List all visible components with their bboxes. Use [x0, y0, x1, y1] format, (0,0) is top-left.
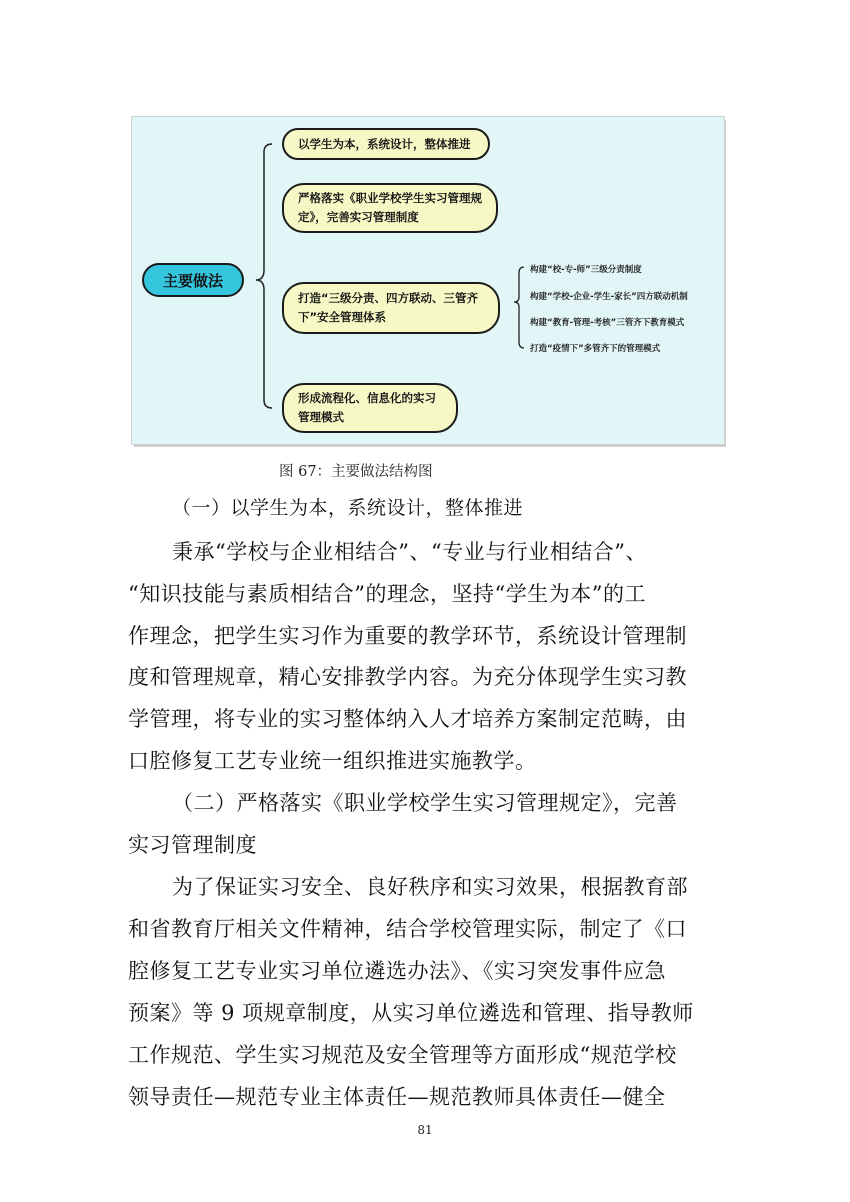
- paragraph-line: 口腔修复工艺专业统一组织推进实施教学。: [128, 749, 537, 773]
- structure-diagram: [132, 117, 724, 444]
- section-heading-2: （二）严格落实《职业学校学生实习管理规定》，完善: [172, 791, 678, 815]
- paragraph-line: 为了保证实习安全、良好秩序和实习效果，根据教育部: [172, 875, 688, 899]
- sub-item-4: 打造“疫情下”多管齐下的管理模式: [530, 344, 661, 354]
- paragraph-line: 和省教育厅相关文件精神，结合学校管理实际，制定了《口: [128, 917, 687, 941]
- paragraph-line: 度和管理规章，精心安排教学内容。为充分体现学生实习教: [128, 665, 687, 689]
- paragraph-line: 预案》等 9 项规章制度，从实习单位遴选和管理、指导教师: [128, 1001, 694, 1025]
- figure-caption: 图 67：主要做法结构图: [279, 464, 433, 480]
- paragraph-line: “知识技能与素质相结合”的理念，坚持“学生为本”的工: [128, 582, 646, 606]
- section-heading-2-cont: 实习管理制度: [128, 833, 257, 857]
- sub-item-3: 构建“教育-管理-考核”三管齐下教育模式: [530, 318, 685, 328]
- section-heading-1: （一）以学生为本，系统设计，整体推进: [172, 497, 524, 519]
- paragraph-line: 作理念，把学生实习作为重要的教学环节，系统设计管理制: [128, 624, 687, 648]
- branch-node-4: 形成流程化、信息化的实习管理模式: [282, 383, 458, 433]
- sub-item-1: 构建“校-专-师”三级分责制度: [530, 265, 642, 275]
- paragraph-line: 工作规范、学生实习规范及安全管理等方面形成“规范学校: [128, 1043, 677, 1067]
- paragraph-line: 领导责任—规范专业主体责任—规范教师具体责任—健全: [128, 1085, 666, 1109]
- paragraph-line: 腔修复工艺专业实习单位遴选办法》、《实习突发事件应急: [128, 959, 666, 983]
- root-node: 主要做法: [142, 263, 244, 297]
- branch-node-1: 以学生为本，系统设计，整体推进: [282, 128, 490, 160]
- paragraph-line: 学管理，将专业的实习整体纳入人才培养方案制定范畴，由: [128, 707, 687, 731]
- page-number: 81: [417, 1123, 433, 1137]
- branch-node-3: 打造“三级分责、四方联动、三管齐下”安全管理体系: [282, 282, 500, 334]
- branch-node-2: 严格落实《职业学校学生实习管理规定》，完善实习管理制度: [282, 183, 498, 233]
- sub-item-2: 构建“学校-企业-学生-家长”四方联动机制: [530, 292, 688, 302]
- paragraph-line: 秉承“学校与企业相结合”、“专业与行业相结合”、: [172, 540, 647, 564]
